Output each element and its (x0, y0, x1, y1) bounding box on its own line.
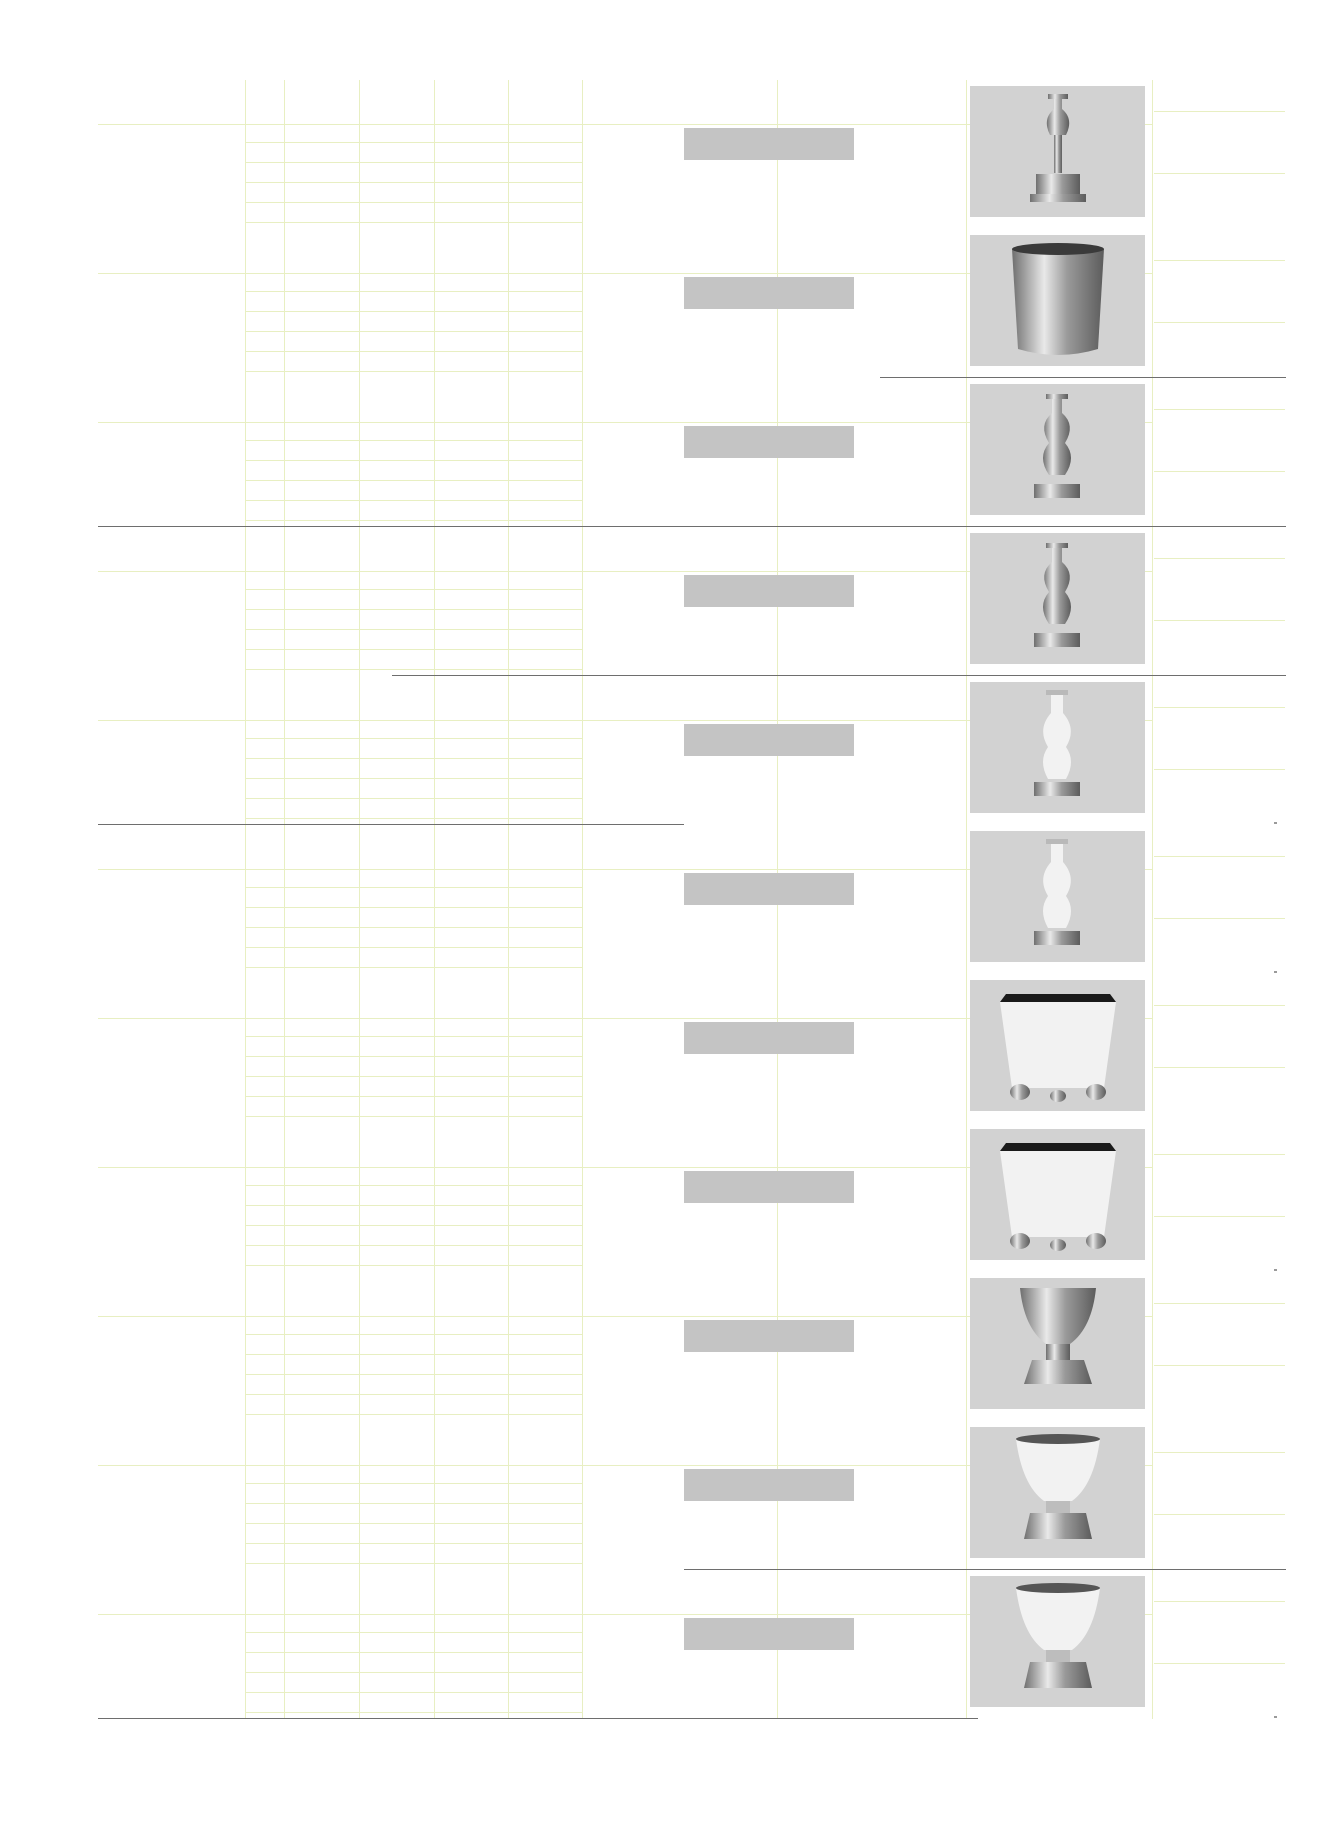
grid-column-line (434, 229, 435, 378)
highlight-bar (684, 1469, 854, 1501)
grid-row-line (245, 629, 582, 630)
grid-column-line (434, 1421, 435, 1570)
grid-column-line (359, 1570, 360, 1719)
grid-column-line (582, 80, 583, 229)
grid-row-line (245, 947, 582, 948)
edge-tick-mark (1274, 1716, 1277, 1718)
grid-row-line (245, 371, 582, 372)
catalog-row (98, 1123, 1285, 1272)
grid-column-line (284, 1123, 285, 1272)
grid-row-line (245, 669, 582, 670)
grid-row-line (245, 1712, 582, 1713)
edge-tick-mark (1274, 1269, 1277, 1271)
grid-column-line (1152, 378, 1153, 527)
grid-row-line (245, 1225, 582, 1226)
grid-row-line (1154, 471, 1285, 472)
grid-column-line (245, 974, 246, 1123)
grid-column-line (508, 825, 509, 974)
grid-column-line (359, 825, 360, 974)
grid-column-line (966, 1570, 967, 1719)
grid-row-line (245, 1076, 582, 1077)
grid-row-line (245, 1692, 582, 1693)
grid-column-line (582, 1570, 583, 1719)
grid-column-line (245, 229, 246, 378)
grid-column-line (508, 974, 509, 1123)
grid-row-line (245, 1116, 582, 1117)
grid-row-line (245, 758, 582, 759)
grid-row-line (245, 778, 582, 779)
grid-row-line (245, 331, 582, 332)
grid-column-line (1152, 229, 1153, 378)
grid-column-line (284, 974, 285, 1123)
grid-row-line (245, 202, 582, 203)
grid-column-line (245, 1570, 246, 1719)
product-photo (970, 86, 1145, 217)
highlight-bar (684, 1618, 854, 1650)
grid-column-line (245, 80, 246, 229)
grid-column-line (777, 378, 778, 422)
grid-row-line (245, 1503, 582, 1504)
grid-row-line (245, 967, 582, 968)
grid-column-line (245, 527, 246, 676)
grid-row-line (245, 887, 582, 888)
product-photo (970, 682, 1145, 813)
grid-row-line (1154, 1303, 1285, 1304)
highlight-bar (684, 1320, 854, 1352)
row-separator-line (98, 1718, 978, 1719)
grid-row-line (245, 1185, 582, 1186)
grid-column-line (508, 1570, 509, 1719)
grid-row-line (245, 1245, 582, 1246)
product-photo (970, 384, 1145, 515)
grid-row-line (245, 907, 582, 908)
grid-row-line (1154, 558, 1285, 559)
grid-row-line (245, 460, 582, 461)
grid-row-line (245, 520, 582, 521)
grid-row-line (1154, 1514, 1285, 1515)
grid-row-line (245, 1265, 582, 1266)
grid-row-line (245, 818, 582, 819)
grid-column-line (966, 1421, 967, 1570)
grid-row-line (1154, 918, 1285, 919)
product-photo (970, 1129, 1145, 1260)
grid-row-line (1154, 1005, 1285, 1006)
grid-column-line (777, 974, 778, 1018)
grid-column-line (1152, 527, 1153, 676)
grid-row-line (245, 1354, 582, 1355)
grid-column-line (966, 1272, 967, 1421)
grid-column-line (284, 229, 285, 378)
grid-column-line (777, 229, 778, 273)
grid-row-line (245, 222, 582, 223)
catalog-row (98, 1421, 1285, 1570)
grid-column-line (245, 825, 246, 974)
grid-column-line (966, 80, 967, 229)
grid-column-line (777, 1570, 778, 1614)
grid-column-line (777, 80, 778, 124)
grid-row-line (1154, 1601, 1285, 1602)
catalog-row (98, 1570, 1285, 1719)
grid-row-line (1154, 1365, 1285, 1366)
grid-row-line (1154, 1154, 1285, 1155)
grid-column-line (1152, 80, 1153, 229)
row-separator-line (880, 377, 1286, 378)
grid-row-line (1154, 111, 1285, 112)
grid-column-line (1152, 676, 1153, 825)
grid-column-line (966, 825, 967, 974)
highlight-bar (684, 724, 854, 756)
grid-row-line (1154, 856, 1285, 857)
grid-column-line (284, 1570, 285, 1719)
grid-column-line (359, 676, 360, 825)
grid-row-line (245, 1652, 582, 1653)
grid-row-line (245, 1096, 582, 1097)
grid-column-line (284, 676, 285, 825)
grid-column-line (1152, 825, 1153, 974)
grid-column-line (434, 825, 435, 974)
grid-column-line (777, 1421, 778, 1465)
grid-column-line (284, 80, 285, 229)
grid-row-line (245, 1543, 582, 1544)
grid-column-line (434, 527, 435, 676)
grid-column-line (582, 229, 583, 378)
grid-column-line (434, 378, 435, 527)
grid-column-line (966, 527, 967, 676)
grid-row-line (1154, 1452, 1285, 1453)
grid-column-line (582, 1421, 583, 1570)
catalog-row (98, 974, 1285, 1123)
edge-tick-mark (1274, 971, 1277, 973)
row-separator-line (392, 675, 1286, 676)
grid-column-line (582, 974, 583, 1123)
grid-column-line (582, 527, 583, 676)
grid-column-line (1152, 1421, 1153, 1570)
grid-column-line (508, 378, 509, 527)
grid-column-line (434, 974, 435, 1123)
grid-row-line (245, 1056, 582, 1057)
grid-column-line (582, 378, 583, 527)
grid-column-line (434, 1570, 435, 1719)
grid-column-line (434, 1272, 435, 1421)
grid-row-line (245, 351, 582, 352)
grid-row-line (1154, 260, 1285, 261)
grid-column-line (966, 676, 967, 825)
grid-row-line (245, 1394, 582, 1395)
grid-row-line (1154, 707, 1285, 708)
highlight-bar (684, 1022, 854, 1054)
grid-column-line (1152, 1123, 1153, 1272)
grid-row-line (245, 311, 582, 312)
grid-column-line (245, 1272, 246, 1421)
catalog-row (98, 80, 1285, 229)
catalog-row (98, 676, 1285, 825)
grid-row-line (1154, 409, 1285, 410)
grid-column-line (1152, 1272, 1153, 1421)
grid-column-line (582, 1123, 583, 1272)
product-photo (970, 235, 1145, 366)
grid-column-line (359, 1272, 360, 1421)
grid-row-line (245, 1334, 582, 1335)
grid-column-line (1152, 1570, 1153, 1719)
grid-row-line (245, 142, 582, 143)
grid-column-line (777, 1272, 778, 1316)
grid-row-line (245, 927, 582, 928)
grid-row-line (245, 1414, 582, 1415)
product-photo (970, 533, 1145, 664)
product-photo (970, 1576, 1145, 1707)
grid-row-line (1154, 1216, 1285, 1217)
grid-column-line (284, 1421, 285, 1570)
row-separator-line (684, 1569, 1286, 1570)
grid-column-line (359, 1421, 360, 1570)
grid-row-line (1154, 1067, 1285, 1068)
grid-row-line (245, 798, 582, 799)
catalog-row (98, 1272, 1285, 1421)
grid-column-line (966, 974, 967, 1123)
grid-row-line (245, 589, 582, 590)
grid-column-line (582, 676, 583, 825)
edge-tick-mark (1274, 822, 1277, 824)
grid-column-line (359, 229, 360, 378)
grid-row-line (245, 440, 582, 441)
row-separator-line (98, 526, 1286, 527)
grid-row-line (1154, 1663, 1285, 1664)
grid-column-line (434, 676, 435, 825)
grid-row-line (245, 291, 582, 292)
grid-column-line (434, 80, 435, 229)
grid-column-line (966, 229, 967, 378)
grid-row-line (245, 649, 582, 650)
grid-row-line (245, 1563, 582, 1564)
grid-row-line (1154, 173, 1285, 174)
grid-row-line (245, 182, 582, 183)
grid-column-line (284, 1272, 285, 1421)
grid-column-line (359, 527, 360, 676)
grid-column-line (508, 1421, 509, 1570)
grid-column-line (284, 527, 285, 676)
grid-row-line (1154, 769, 1285, 770)
grid-column-line (245, 1123, 246, 1272)
catalog-row (98, 229, 1285, 378)
grid-row-line (245, 500, 582, 501)
grid-row-line (245, 1205, 582, 1206)
grid-row-line (245, 738, 582, 739)
grid-column-line (508, 229, 509, 378)
grid-column-line (508, 1272, 509, 1421)
grid-column-line (966, 1123, 967, 1272)
grid-column-line (777, 1123, 778, 1167)
grid-column-line (434, 1123, 435, 1272)
grid-column-line (777, 676, 778, 720)
grid-row-line (245, 1632, 582, 1633)
grid-column-line (359, 1123, 360, 1272)
highlight-bar (684, 426, 854, 458)
grid-row-line (245, 1672, 582, 1673)
row-separator-line (98, 824, 684, 825)
product-photo (970, 831, 1145, 962)
grid-column-line (508, 676, 509, 825)
highlight-bar (684, 277, 854, 309)
grid-column-line (284, 378, 285, 527)
grid-column-line (245, 676, 246, 825)
grid-column-line (359, 80, 360, 229)
grid-column-line (359, 378, 360, 527)
grid-column-line (245, 378, 246, 527)
catalog-row (98, 378, 1285, 527)
grid-column-line (508, 527, 509, 676)
grid-column-line (245, 1421, 246, 1570)
highlight-bar (684, 1171, 854, 1203)
grid-column-line (777, 527, 778, 571)
grid-column-line (1152, 974, 1153, 1123)
product-photo (970, 1427, 1145, 1558)
grid-row-line (245, 1374, 582, 1375)
grid-row-line (245, 609, 582, 610)
highlight-bar (684, 128, 854, 160)
grid-column-line (359, 974, 360, 1123)
catalog-row (98, 527, 1285, 676)
highlight-bar (684, 873, 854, 905)
product-photo (970, 980, 1145, 1111)
catalog-row (98, 825, 1285, 974)
grid-row-line (1154, 620, 1285, 621)
product-photo (970, 1278, 1145, 1409)
grid-row-line (245, 162, 582, 163)
grid-row-line (245, 480, 582, 481)
highlight-bar (684, 575, 854, 607)
grid-row-line (245, 1036, 582, 1037)
grid-column-line (284, 825, 285, 974)
grid-column-line (582, 825, 583, 974)
grid-row-line (245, 1523, 582, 1524)
grid-column-line (777, 825, 778, 869)
grid-column-line (508, 80, 509, 229)
grid-column-line (582, 1272, 583, 1421)
grid-row-line (1154, 322, 1285, 323)
grid-row-line (245, 1483, 582, 1484)
grid-column-line (966, 378, 967, 527)
grid-column-line (508, 1123, 509, 1272)
